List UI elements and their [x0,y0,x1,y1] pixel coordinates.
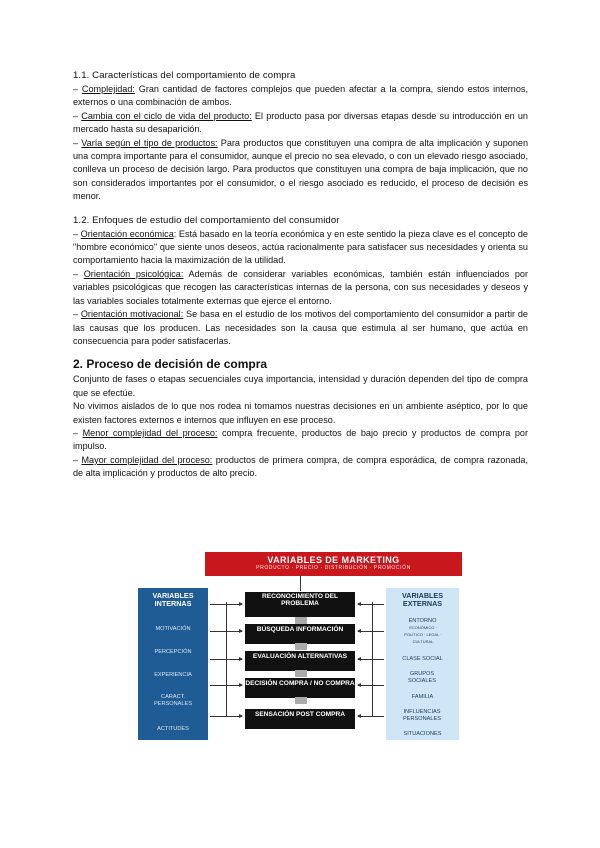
paragraph-orientacion-motivacional [73,308,528,348]
dash: – [73,137,79,148]
paragraph-orientacion-psicologica [73,268,528,308]
step-reconocimiento: RECONOCIMIENTO DEL PROBLEMA [245,592,355,617]
paragraph-orientacion-economica [73,228,528,268]
dash: – [73,84,79,94]
left-arrow [210,631,242,632]
external-variable-item: SITUACIONES [403,731,442,737]
internal-variable-item: ACTITUDES [157,726,189,732]
dash: – [73,110,79,121]
right-arrow [358,659,384,660]
document-body [73,70,528,481]
marketing-variables-banner [205,552,462,576]
external-variables-title: VARIABLES EXTERNAS [402,591,443,608]
dash: – [73,309,79,320]
step-sensacion-post-compra: SENSACIÓN POST COMPRA [245,709,355,729]
right-arrow [358,685,384,686]
label-mayor-complejidad: Mayor complejidad del proceso: [81,454,213,465]
text-menor-complejidad: compra frecuente, productos de bajo precio y productos de compra por impulso. [73,427,528,452]
external-variable-item: FAMILIA [411,694,434,700]
label-orientacion-motivacional: Orientación motivacional: [80,309,184,320]
label-complejidad: Complejidad: [81,84,135,94]
marketing-variables-subtitle: PRODUCTO · PRECIO · DISTRIBUCIÓN · PROMOCIÓN [256,565,411,571]
left-arrow [210,685,242,686]
paragraph-ciclo-vida [73,110,528,137]
step-connector [295,643,307,650]
external-variable-entorno: ENTORNO [408,618,437,624]
step-evaluacion: EVALUACIÓN ALTERNATIVAS [245,651,355,671]
external-variable-item: GRUPOS SOCIALES [408,671,436,684]
step-connector [295,670,307,677]
step-connector [295,697,307,704]
right-arrow [358,716,384,717]
internal-variable-item: MOTIVACIÓN [155,626,191,632]
dash: – [73,228,79,239]
text-orientacion-psicologica: Además de considerar variables económicas, también están influenciados por variables psicológicas que recogen las características internas de la persona, con sus necesidades y deseos y las variables sociales totalmente externas que ejerce el entorno. [73,268,528,306]
text-ciclo-vida: El producto pasa por diversas etapas desde su introducción en un mercado hasta su desaparición. [73,110,528,135]
label-orientacion-economica: Orientación económica [80,228,174,239]
step-decision: DECISIÓN COMPRA / NO COMPRA [245,678,355,698]
paragraph-mayor-complejidad [73,454,528,481]
marketing-variables-title: VARIABLES DE MARKETING [267,555,400,565]
right-arrow [358,631,384,632]
step-connector [295,617,307,624]
section-1-1-heading: 1.1. Características del comportamiento de compra [73,70,296,81]
paragraph-complejidad [73,83,528,110]
internal-variable-item: PERCEPCIÓN [154,649,192,655]
dash: – [73,454,79,465]
paragraph-definicion: Conjunto de fases o etapas secuenciales cuya importancia, intensidad y duración dependen del tipo de compra que se efectúe. [73,374,528,398]
dash: – [73,268,79,279]
external-variables-panel [386,588,459,740]
external-variable-item: CLASE SOCIAL [402,656,443,662]
paragraph-tipo-productos [73,137,528,204]
text-tipo-productos: Para productos que constituyen una compra de alta implicación y suponen una compra importante para el consumidor, aunque el precio no sea elevado, o con un elevado riesgo asociado, conlleva un proceso de decisión largo. Para productos que constituyen una compra de baja implicación, que no son considerados importantes por el consumidor, o el riesgo asociado es reducido, el proceso de decisión es menor. [73,137,528,202]
marketing-down-arrow [300,576,301,591]
external-variable-entorno-sub: ECONÓMICO · POLÍTICO · LEGAL · CULTURAL [404,625,442,644]
external-variable-item: INFLUENCIAS PERSONALES [403,709,441,722]
text-orientacion-economica: : Está basado en la teoría económica y en este sentido la pieza clave es el concepto de "hombre económico" que siente unos deseos, actúa racionalmente para satisfacer sus necesidades y orienta su comportamiento hacia la maximización de la utilidad. [73,228,528,266]
left-arrow [210,716,242,717]
internal-variables-panel [138,588,208,740]
left-arrow [210,659,242,660]
label-orientacion-psicologica: Orientación psicológica: [83,268,184,279]
label-tipo-productos: Varía según el tipo de productos: [81,137,218,148]
right-arrow [358,604,384,605]
section-1-2-heading: 1.2. Enfoques de estudio del comportamiento del consumidor [73,214,340,226]
left-arrow [210,604,242,605]
section-2-heading: 2. Proceso de decisión de compra [73,357,268,372]
label-menor-complejidad: Menor complejidad del proceso: [82,427,218,438]
internal-variables-title: VARIABLES INTERNAS [152,591,194,608]
dash: – [73,427,79,438]
decision-process-diagram [128,552,462,744]
step-busqueda: BÚSQUEDA INFORMACIÓN [245,624,355,644]
text-mayor-complejidad: productos de primera compra, de compra esporádica, de compra razonada, de alta implicación y productos de alto precio. [73,454,529,479]
internal-variable-item: CARACT. PERSONALES [154,694,192,707]
paragraph-factores: No vivimos aislados de lo que nos rodea ni tomamos nuestras decisiones en un ambiente aséptico, por lo que existen factores externos e internos que influyen en ese proceso. [73,401,528,425]
internal-variable-item: EXPERIENCIA [154,672,192,678]
paragraph-menor-complejidad [73,427,528,454]
text-complejidad: Gran cantidad de factores complejos que pueden afectar a la compra, siendo estos internos, externos o una combinación de ambos. [73,84,528,108]
label-ciclo-vida: Cambia con el ciclo de vida del producto: [81,110,252,121]
text-orientacion-motivacional: Se basa en el estudio de los motivos del comportamiento del consumidor a partir de las causas que los producen. Las necesidades son la causa que estimula al ser humano, que actúa en consecuencia para poder satisfacerlas. [73,309,528,346]
